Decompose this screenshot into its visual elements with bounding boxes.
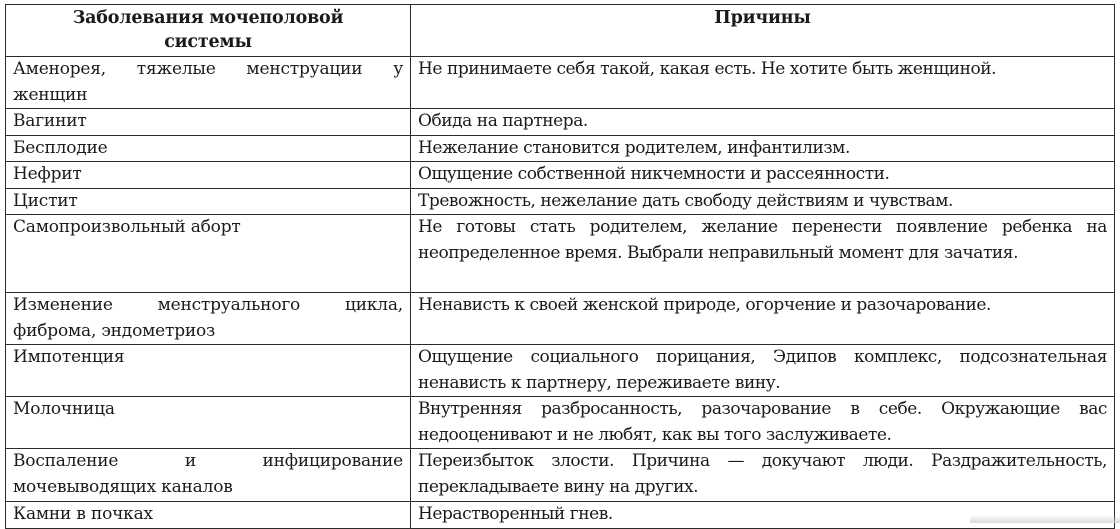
disease-text: Камни в почках xyxy=(13,504,153,524)
table-row xyxy=(6,345,1115,397)
cause-cell xyxy=(411,345,1115,397)
cause-text: Не принимаете себя такой, какая есть. Не хотите быть женщиной. xyxy=(418,59,997,79)
table-row xyxy=(6,109,1115,136)
disease-text: Бесплодие xyxy=(13,137,108,158)
disease-cell xyxy=(6,188,411,215)
disease-text: Самопроизвольный аборт xyxy=(13,217,241,237)
disease-cell xyxy=(6,162,411,189)
table-row xyxy=(6,397,1115,449)
table-row xyxy=(6,188,1115,215)
disease-cell xyxy=(6,293,411,345)
disease-text: Аменорея, тяжелые менструации у женщин xyxy=(13,59,403,105)
cause-text: Ненависть к своей женской природе, огорчение и разочарование. xyxy=(418,295,991,315)
cause-cell xyxy=(411,215,1115,293)
cause-cell xyxy=(411,449,1115,502)
cause-cell xyxy=(411,162,1115,189)
header-causes xyxy=(411,5,1115,57)
cause-text: Нерастворенный гнев. xyxy=(418,504,613,524)
disease-cell xyxy=(6,57,411,109)
table-row xyxy=(6,215,1115,293)
diseases-causes-table xyxy=(5,4,1115,529)
cause-cell xyxy=(411,57,1115,109)
disease-cell xyxy=(6,345,411,397)
disease-cell xyxy=(6,215,411,293)
cause-text: Не готовы стать родителем, желание перенести появление ребенка на неопределенное время. Выбрали неправильный момент для зачатия. xyxy=(418,217,1107,263)
disease-text: Цистит xyxy=(13,190,78,211)
disease-text: Изменение менструального цикла, фиброма, эндометриоз xyxy=(13,295,403,341)
table-row xyxy=(6,135,1115,162)
table-row xyxy=(6,502,1115,529)
cause-cell xyxy=(411,109,1115,136)
cause-cell xyxy=(411,188,1115,215)
table-row xyxy=(6,162,1115,189)
header-diseases xyxy=(6,5,411,57)
header-diseases-label: Заболевания мочеполовой системы xyxy=(72,8,344,52)
cause-cell xyxy=(411,293,1115,345)
cause-text: Тревожность, нежелание дать свободу действиям и чувствам. xyxy=(418,190,953,211)
table-row xyxy=(6,449,1115,502)
cause-text: Ощущение собственной никчемности и рассеянности. xyxy=(418,164,890,184)
cause-text: Нежелание становится родителем, инфантилизм. xyxy=(418,137,850,158)
cause-cell xyxy=(411,397,1115,449)
cause-text: Ощущение социального порицания, Эдипов комплекс, подсознательная ненависть к партнеру, переживаете вину. xyxy=(418,347,1107,393)
cause-text: Обида на партнера. xyxy=(418,111,588,131)
table-body xyxy=(6,57,1115,529)
disease-cell xyxy=(6,109,411,136)
table-row xyxy=(6,57,1115,109)
disease-text: Вагинит xyxy=(13,111,87,131)
disease-cell xyxy=(6,449,411,502)
disease-cell xyxy=(6,397,411,449)
disease-text: Нефрит xyxy=(13,164,82,184)
disease-cell xyxy=(6,135,411,162)
page-edge-shadow xyxy=(970,515,1120,523)
cause-text: Переизбыток злости. Причина — докучают люди. Раздражительность, перекладываете вину на других. xyxy=(418,451,1107,497)
table-header-row xyxy=(6,5,1115,57)
disease-text: Воспаление и инфицирование мочевыводящих каналов xyxy=(13,451,403,497)
table-row xyxy=(6,293,1115,345)
disease-cell xyxy=(6,502,411,529)
disease-text: Импотенция xyxy=(13,347,125,367)
cause-text: Внутренняя разбросанность, разочарование в себе. Окружающие вас недооценивают и не любят, как вы того заслуживаете. xyxy=(418,399,1107,445)
disease-text: Молочница xyxy=(13,399,115,419)
header-causes-label: Причины xyxy=(714,8,811,28)
cause-cell xyxy=(411,135,1115,162)
